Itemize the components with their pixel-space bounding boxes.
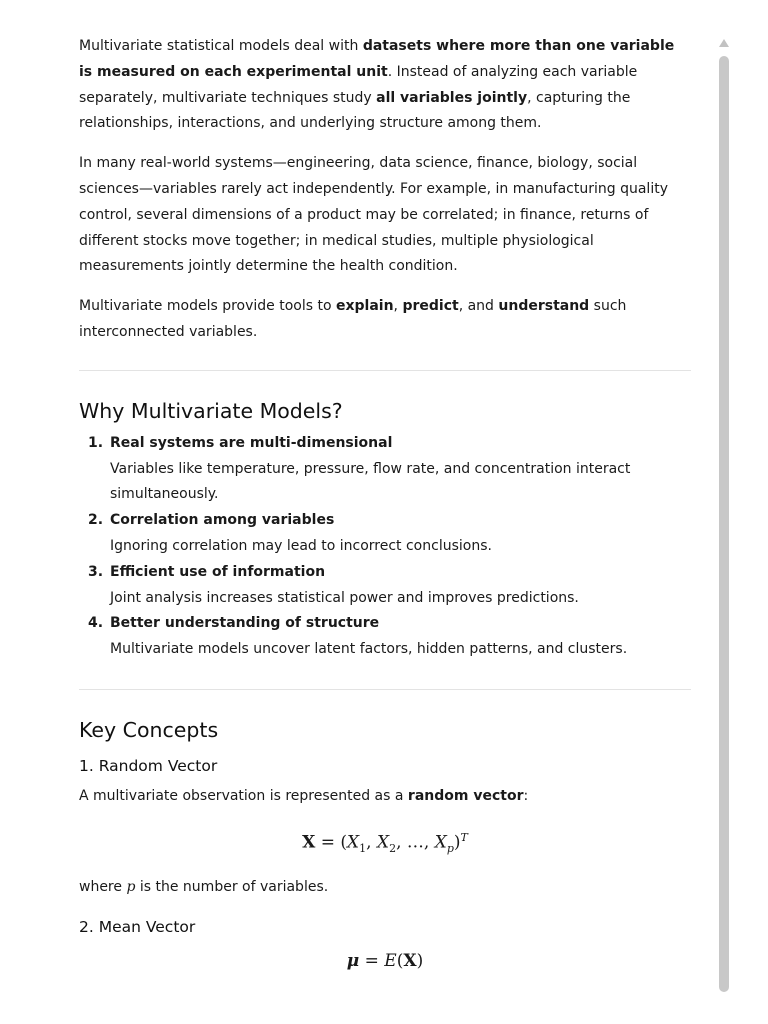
list-item-description: Variables like temperature, pressure, flow rate, and concentration interact simultaneously. [110, 460, 631, 503]
equation-random-vector: $X = (X_1$, $X_2$, …, $X_p)^T$ [302, 830, 468, 855]
list-item-title: Better understanding of structure [110, 615, 380, 632]
list-number: 4. [88, 615, 104, 632]
section-heading-why: Why Multivariate Models? [79, 398, 343, 423]
list-item-title: Real systems are multi-dimensional [110, 434, 393, 451]
subheading-mean-vector: 2. Mean Vector [79, 917, 196, 936]
list-item-title: Efficient use of information [110, 563, 326, 580]
list-item-title: Correlation among variables [110, 512, 335, 529]
list-item [79, 560, 691, 612]
random-vector-paragraph: A multivariate observation is represented as a random vector: [79, 787, 529, 804]
scroll-up-arrow-icon[interactable] [719, 39, 729, 47]
divider [79, 689, 691, 690]
section-heading-key-concepts: Key Concepts [79, 717, 219, 742]
why-list [79, 431, 691, 663]
list-item-description: Joint analysis increases statistical power and improves predictions. [110, 589, 579, 606]
list-item [79, 431, 691, 508]
intro-paragraph-2: In many real-world systems—engineering, data science, finance, biology, social sciences—variables rarely act independently. For example, in manufacturing quality control, several dimensions of a product may be correlated; in finance, returns of different stocks move together; in medical studies, multiple physiological measurements jointly determine the health condition. [79, 155, 668, 275]
list-item [79, 508, 691, 560]
intro-paragraph-3: Multivariate models provide tools to explain, predict, and understand such interconnected variables. [79, 298, 627, 340]
equation-mean-vector: μ = E(X) [346, 950, 424, 971]
scroll-thumb[interactable] [719, 56, 729, 992]
article-content [79, 34, 691, 987]
list-number: 3. [88, 563, 104, 580]
intro-paragraph-1: Multivariate statistical models deal with datasets where more than one variable is measured on each experimental unit. Instead of analyzing each variable separately, multivariate techniques study all variables jointly, capturing the relationships, interactions, and underlying structure among them. [79, 38, 675, 132]
divider [79, 370, 691, 371]
list-number: 2. [88, 512, 104, 529]
subheading-random-vector: 1. Random Vector [79, 756, 218, 775]
list-item-description: Multivariate models uncover latent factors, hidden patterns, and clusters. [110, 641, 628, 658]
list-item [79, 611, 691, 663]
list-item-description: Ignoring correlation may lead to incorrect conclusions. [110, 537, 492, 554]
where-paragraph: where p is the number of variables. [79, 878, 329, 895]
vertical-scrollbar[interactable] [718, 36, 730, 992]
list-number: 1. [88, 434, 104, 451]
